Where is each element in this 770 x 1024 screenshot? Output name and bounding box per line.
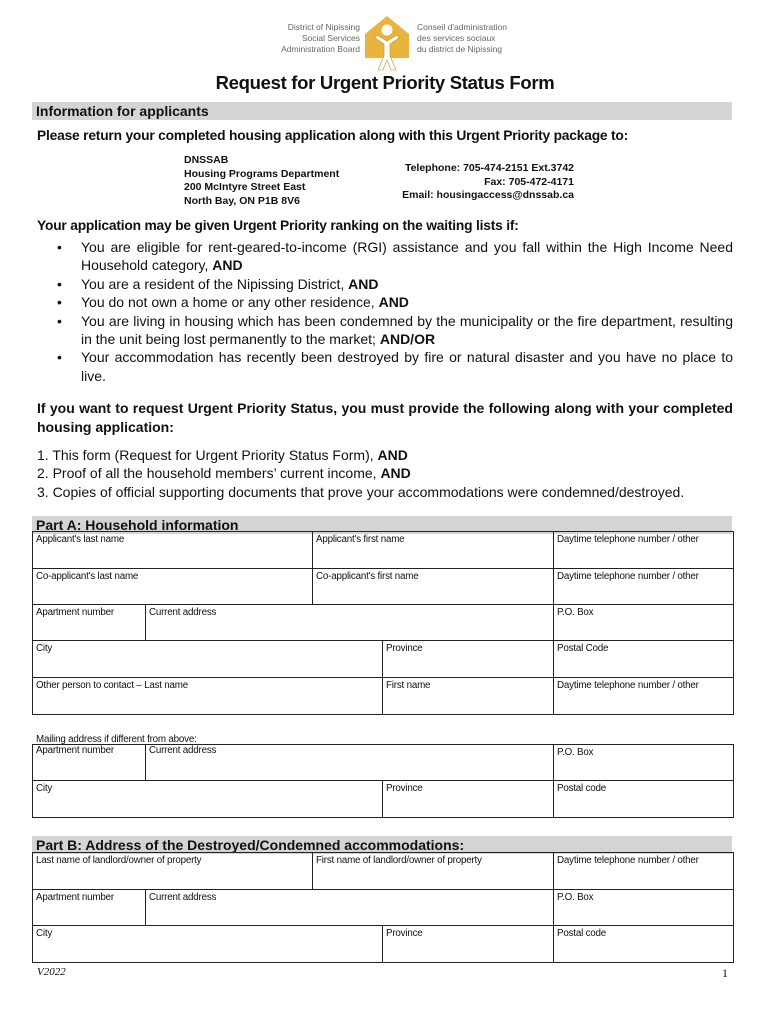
address-line: Housing Programs Department [184, 167, 340, 180]
org-name-line: District of Nipissing [287, 22, 360, 32]
field-label: City [36, 783, 53, 794]
property-postal-code-field[interactable] [554, 926, 734, 963]
item-emphasis: AND/OR [379, 331, 436, 348]
item-emphasis: AND [348, 275, 379, 292]
page-title: Request for Urgent Priority Status Form [215, 72, 555, 93]
field-label: City [36, 928, 53, 939]
field-label: Daytime telephone number / other [557, 680, 699, 691]
mail-postal-code-field[interactable] [554, 781, 734, 818]
eligibility-list [37, 238, 733, 385]
field-label: Apartment number [36, 607, 114, 618]
property-po-box-field[interactable] [554, 890, 734, 926]
mail-city-field[interactable] [33, 781, 383, 818]
field-label: P.O. Box [557, 892, 594, 903]
list-item [37, 293, 733, 311]
org-name-english [258, 22, 360, 55]
property-current-address-field[interactable] [146, 890, 554, 926]
field-label: Other person to contact – Last name [36, 680, 189, 691]
telephone-line: Telephone: 705-474-2151 Ext.3742 [404, 162, 574, 174]
item-text: 3. Copies of official supporting documents that prove your accommodations were condemned/destroyed. [37, 483, 685, 500]
field-label: Province [386, 783, 423, 794]
province-field[interactable] [383, 641, 554, 678]
bullet-icon: • [57, 239, 62, 255]
org-name-line: Conseil d'administration [417, 22, 507, 32]
list-item [37, 483, 684, 501]
item-text: Your accommodation has recently been destroyed by fire or natural disaster and you have no place to live. [81, 349, 733, 384]
coapplicant-last-name-field[interactable] [33, 569, 313, 605]
field-label: Apartment number [36, 892, 114, 903]
mail-current-address-field[interactable] [146, 745, 554, 781]
bullet-icon: • [57, 312, 62, 329]
other-contact-first-name-field[interactable] [383, 678, 554, 715]
item-text: 1. This form (Request for Urgent Priority Status Form), [37, 447, 378, 463]
field-label: P.O. Box [557, 747, 594, 758]
mail-po-box-field[interactable] [554, 745, 734, 781]
address-line: North Bay, ON P1B 8V6 [184, 194, 300, 207]
field-label: City [36, 643, 53, 654]
item-emphasis: AND [377, 447, 408, 463]
applicant-phone-field[interactable] [554, 532, 734, 569]
org-name-line: Social Services [301, 33, 360, 43]
property-apartment-number-field[interactable] [33, 890, 146, 926]
bullet-icon: • [57, 294, 62, 311]
apartment-number-field[interactable] [33, 605, 146, 641]
landlord-first-name-field[interactable] [313, 853, 554, 890]
field-label: Postal code [557, 928, 607, 939]
org-name-line: du district de Nipissing [417, 44, 503, 54]
field-label: Co-applicant's last name [36, 571, 139, 582]
return-instructions: Please return your completed housing application along with this Urgent Priority package to: [37, 128, 629, 143]
field-label: Apartment number [36, 745, 114, 756]
landlord-last-name-field[interactable] [33, 853, 313, 890]
requirements-heading: If you want to request Urgent Priority Status, you must provide the following along with your completed housing application: [37, 400, 733, 435]
field-label: Postal Code [557, 643, 609, 654]
org-name-line: des services sociaux [417, 33, 496, 43]
bullet-icon: • [57, 275, 62, 292]
item-emphasis: AND [378, 294, 409, 311]
landlord-phone-field[interactable] [554, 853, 734, 890]
item-text: You are living in housing which has been condemned by the municipality or the fire department, resulting in the unit being lost permanently to the market; [81, 312, 733, 348]
list-item [37, 275, 733, 293]
applicant-last-name-field[interactable] [33, 532, 313, 569]
item-emphasis: AND [380, 465, 411, 482]
list-item [37, 348, 733, 385]
field-label: Co-applicant's first name [316, 571, 419, 582]
field-label: Province [386, 643, 423, 654]
postal-code-field[interactable] [554, 641, 734, 678]
po-box-field[interactable] [554, 605, 734, 641]
applicant-first-name-field[interactable] [313, 532, 554, 569]
list-item [37, 446, 684, 464]
field-label: First name [386, 680, 431, 691]
city-field[interactable] [33, 641, 383, 678]
page-number: 1 [722, 966, 728, 980]
mailing-address-table [32, 744, 734, 818]
field-label: Applicant's first name [316, 534, 405, 545]
field-label: Applicant's last name [36, 534, 125, 545]
list-item [37, 464, 684, 482]
mail-apartment-number-field[interactable] [33, 745, 146, 781]
item-text: You are eligible for rent-geared-to-income (RGI) assistance and you fall within the High Income Need Household category, [81, 239, 733, 274]
org-name-french [417, 22, 537, 55]
item-text: You are a resident of the Nipissing District, [81, 275, 349, 292]
field-label: Current address [149, 892, 217, 903]
contact-block [360, 162, 574, 203]
other-contact-phone-field[interactable] [554, 678, 734, 715]
list-item [37, 238, 733, 275]
fax-line: Fax: 705-472-4171 [484, 175, 574, 188]
property-province-field[interactable] [383, 926, 554, 963]
current-address-field[interactable] [146, 605, 554, 641]
field-label: Daytime telephone number / other [557, 571, 699, 582]
bullet-icon: • [57, 349, 62, 366]
requirements-list [37, 446, 684, 501]
other-contact-last-name-field[interactable] [33, 678, 383, 715]
address-line: 200 McIntyre Street East [184, 181, 306, 193]
field-label: First name of landlord/owner of property [316, 855, 482, 866]
list-item [37, 312, 733, 349]
person-house-logo-icon [362, 14, 412, 72]
part-b-heading: Part B: Address of the Destroyed/Condemned accommodations: [32, 836, 732, 854]
coapplicant-first-name-field[interactable] [313, 569, 554, 605]
household-info-table [32, 531, 734, 715]
address-line: DNSSAB [184, 154, 229, 166]
item-emphasis: AND [212, 257, 243, 274]
field-label: Postal code [557, 783, 606, 794]
field-label: Last name of landlord/owner of property [36, 855, 202, 866]
version-label: V2022 [37, 966, 66, 978]
item-text: You do not own a home or any other residence, [81, 294, 379, 311]
field-label: P.O. Box [557, 607, 594, 618]
item-text: 2. Proof of all the household members’ current income, [37, 465, 381, 482]
org-name-line: Administration Board [281, 44, 360, 54]
mailing-address-label: Mailing address if different from above: [36, 734, 197, 745]
coapplicant-phone-field[interactable] [554, 569, 734, 605]
property-city-field[interactable] [33, 926, 383, 963]
mail-province-field[interactable] [383, 781, 554, 818]
mailing-address-block [184, 154, 339, 208]
field-label: Daytime telephone number / other [557, 534, 699, 545]
destroyed-accommodation-table [32, 852, 734, 963]
field-label: Province [386, 928, 423, 939]
info-section-heading: Information for applicants [32, 102, 732, 120]
field-label: Current address [149, 607, 217, 618]
field-label: Daytime telephone number / other [557, 855, 699, 866]
part-a-heading: Part A: Household information [32, 516, 732, 534]
email-line: Email: housingaccess@dnssab.ca [402, 189, 574, 201]
field-label: Current address [149, 745, 217, 756]
eligibility-heading: Your application may be given Urgent Priority ranking on the waiting lists if: [37, 218, 519, 233]
